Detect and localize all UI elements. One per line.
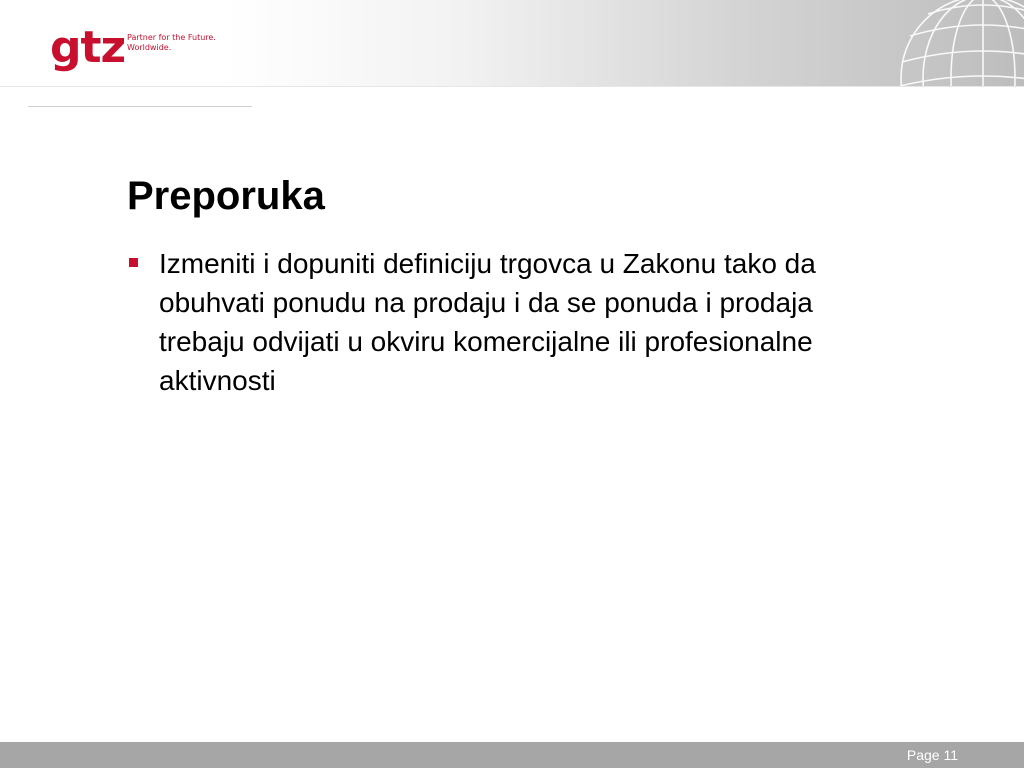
bullet-text: Izmeniti i dopuniti definiciju trgovca u Zakonu tako da obuhvati ponudu na prodaju i da se ponuda i prodaja trebaju odvijati u okviru komercijalne ili profesionalne aktivnosti bbox=[159, 248, 816, 396]
globe-wireframe-icon bbox=[888, 0, 1024, 86]
bullet-list bbox=[127, 244, 847, 400]
logo-tagline bbox=[127, 33, 247, 53]
bullet-item bbox=[127, 244, 847, 400]
square-bullet-icon bbox=[129, 258, 138, 267]
logo-wordmark: gtz bbox=[50, 22, 126, 73]
left-accent-rule bbox=[28, 106, 252, 107]
slide-title: Preporuka bbox=[127, 174, 325, 218]
header-divider bbox=[0, 86, 1024, 87]
footer-bar bbox=[0, 742, 1024, 768]
tagline-line-2: Worldwide. bbox=[127, 43, 172, 52]
page-number: Page 11 bbox=[906, 747, 958, 763]
tagline-line-1: Partner for the Future. bbox=[127, 33, 216, 42]
